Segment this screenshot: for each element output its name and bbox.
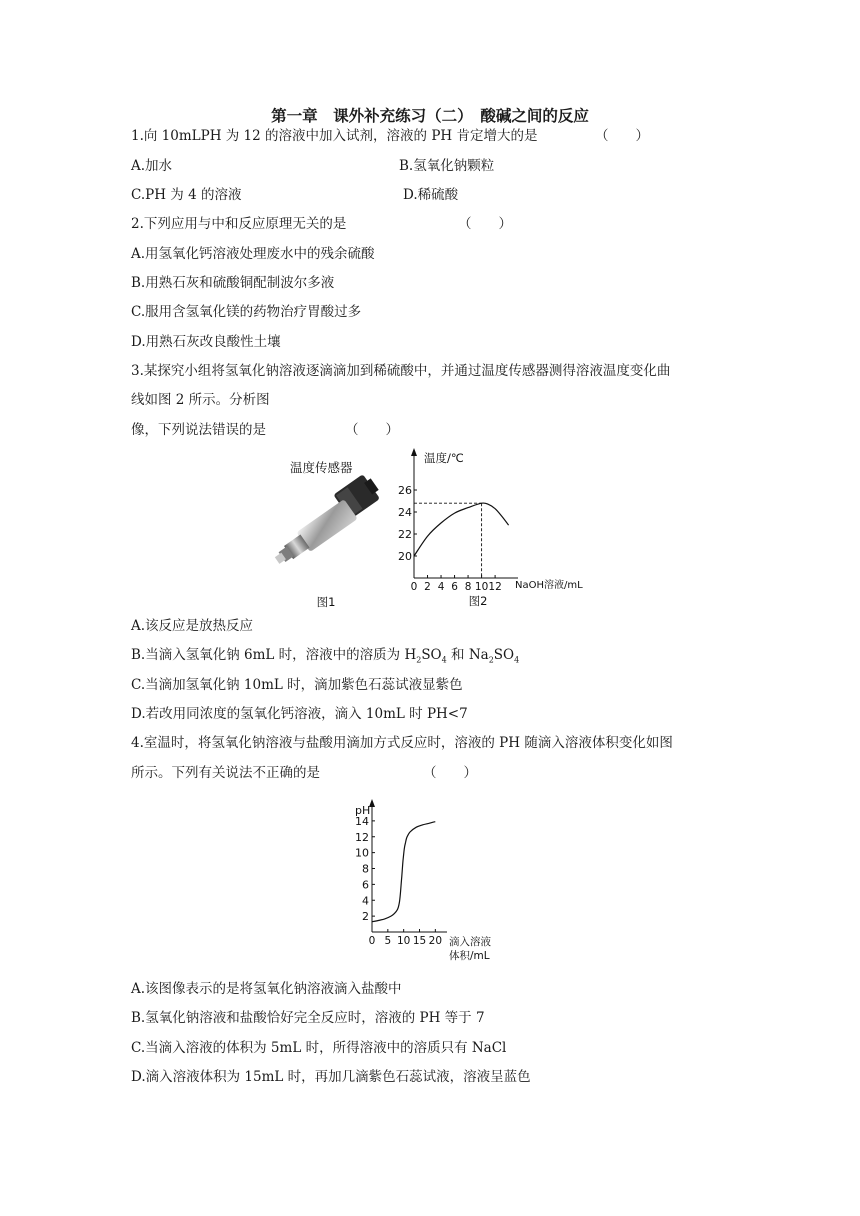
q1-option-d: D.稀硫酸	[403, 187, 459, 203]
figure-2-caption: 图2	[468, 594, 488, 608]
q3-stem-line3: 像，下列说法错误的是	[131, 422, 266, 438]
chart1-y-tick-label: 24	[398, 506, 412, 519]
chart1-x-tick-label: 6	[451, 581, 458, 593]
q4-option-b: B.氢氧化钠溶液和盐酸恰好完全反应时，溶液的 PH 等于 7	[131, 1010, 485, 1026]
q4-option-c: C.当滴入溶液的体积为 5mL 时，所得溶液中的溶质只有 NaCl	[131, 1040, 507, 1056]
figure-2-temperature-chart	[398, 446, 603, 610]
q2-option-a: A.用氢氧化钙溶液处理废水中的残余硫酸	[131, 246, 375, 262]
q4-option-d: D.滴入溶液体积为 15mL 时，再加几滴紫色石蕊试液，溶液呈蓝色	[131, 1069, 531, 1085]
chart1-x-tick-label: 10	[474, 581, 489, 593]
chart2-x-tick-label: 10	[396, 935, 411, 947]
chart2-y-tick-label: 4	[362, 894, 369, 908]
chart2-y-tick-label: 8	[362, 862, 369, 876]
chart1-y-tick-label: 26	[398, 484, 412, 497]
q1-option-a: A.加水	[131, 158, 173, 174]
chart2-y-tick-label: 14	[355, 814, 369, 828]
sensor-body	[270, 499, 357, 570]
chart1-y-label: 温度/℃	[424, 451, 464, 465]
q4-stem-line1: 4.室温时，将氢氧化钠溶液与盐酸用滴加方式反应时，溶液的 PH 随滴入溶液体积变化如图	[131, 735, 673, 751]
figure-1-temperature-sensor	[262, 454, 392, 610]
q1-stem: 1.向 10mLPH 为 12 的溶液中加入试剂，溶液的 PH 肯定增大的是	[131, 128, 538, 144]
chart2-y-tick-label: 12	[355, 830, 369, 844]
q3-option-c: C.当滴加氢氧化钠 10mL 时，滴加紫色石蕊试液显紫色	[131, 677, 463, 693]
q3-answer-paren: （ ）	[345, 422, 399, 438]
q4-answer-paren: （ ）	[423, 765, 477, 781]
chart2-x-tick-label: 0	[368, 935, 376, 947]
figure-ph-chart	[345, 797, 510, 965]
chart1-x-tick-label: 4	[437, 581, 445, 593]
q4-stem-line2: 所示。下列有关说法不正确的是	[131, 765, 320, 781]
q2-option-c: C.服用含氢氧化镁的药物治疗胃酸过多	[131, 304, 362, 320]
chart1-x-tick-label: 0	[410, 581, 418, 593]
chart2-x-tick-label: 5	[384, 935, 392, 947]
q3-option-a: A.该反应是放热反应	[131, 618, 254, 634]
q2-option-b: B.用熟石灰和硫酸铜配制波尔多液	[131, 275, 335, 291]
chart2-y-label: pH	[355, 804, 371, 817]
chart2-x-label-line2: 体积/mL	[449, 950, 490, 962]
q2-answer-paren: （ ）	[458, 216, 512, 232]
q3-stem-line2: 线如图 2 所示。分析图	[131, 392, 270, 408]
chart2-x-tick-label: 20	[428, 935, 443, 947]
q3-option-b: B.当滴入氢氧化钠 6mL 时，溶液中的溶质为 $H_2SO_4$ 和 $Na_2SO_4$	[131, 647, 520, 665]
page-title: 第一章 课外补充练习（二） 酸碱之间的反应	[271, 107, 589, 125]
figure-1-caption: 图1	[316, 595, 336, 609]
q2-option-d: D.用熟石灰改良酸性土壤	[131, 334, 281, 350]
q1-option-c: C.PH 为 4 的溶液	[131, 187, 242, 203]
chart1-x-label: NaOH溶液/mL	[515, 580, 583, 591]
chart1-temperature-curve	[414, 503, 509, 556]
chart1-x-tick-label: 8	[464, 581, 472, 593]
q4-option-a: A.该图像表示的是将氢氧化钠溶液滴入盐酸中	[131, 981, 402, 997]
chart1-x-tick-label: 12	[488, 581, 502, 593]
q3-stem-line1: 3.某探究小组将氢氧化钠溶液逐滴滴加到稀硫酸中，并通过温度传感器测得溶液温度变化曲	[131, 363, 671, 379]
q3-option-d: D.若改用同浓度的氢氧化钙溶液，滴入 10mL 时 PH<7	[131, 706, 468, 722]
chart1-x-tick-label: 2	[424, 581, 431, 593]
chart2-x-tick-label: 15	[412, 935, 427, 947]
figure-1-label: 温度传感器	[290, 460, 353, 475]
chart2-y-tick-label: 6	[362, 878, 369, 892]
chart2-y-tick-label: 2	[362, 910, 369, 924]
q1-answer-paren: （ ）	[595, 128, 649, 144]
chart2-x-label-line1: 滴入溶液	[449, 936, 491, 948]
q1-option-b: B.氢氧化钠颗粒	[399, 158, 495, 174]
chart1-y-arrow	[411, 448, 417, 456]
chart2-ph-curve	[372, 822, 435, 922]
chart1-y-tick-label: 20	[398, 550, 412, 563]
q2-stem: 2.下列应用与中和反应原理无关的是	[131, 216, 347, 232]
chart1-y-tick-label: 22	[398, 528, 412, 541]
chart2-y-tick-label: 10	[355, 846, 369, 860]
